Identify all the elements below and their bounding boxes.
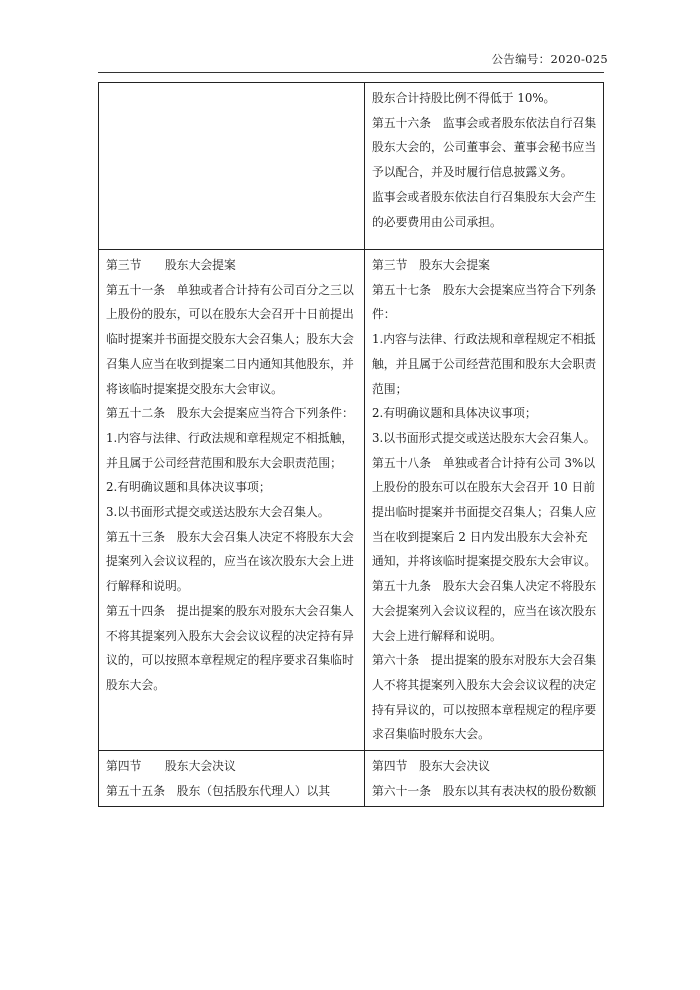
section-heading: 第四节 股东大会决议 [106,759,236,774]
clause-paragraph: 第六十一条 股东以其有表决权的股份数额 [372,783,597,798]
clause-paragraph: 第五十四条 提出提案的股东对股东大会召集人不将其提案列入股东大会会议议程的决定持有异议的，可以按照本章程规定的程序要求召集临时股东大会。 [106,603,354,692]
section-heading: 第四节 股东大会决议 [372,759,490,774]
clause-paragraph: 第六十条 提出提案的股东对股东大会召集人不将其提案列入股东大会会议议程的决定持有异议的，可以按照本章程规定的程序要求召集临时股东大会。 [372,653,597,742]
header-divider [98,72,604,73]
original-clause-cell [99,751,365,807]
clause-paragraph: 股东合计持股比例不得低于 10%。 [372,91,556,105]
revised-clause-cell [365,751,604,807]
table-row [99,751,604,807]
section-heading: 第三节 股东大会提案 [106,258,236,272]
clause-paragraph: 2.有明确议题和具体决议事项； [106,480,271,495]
clause-paragraph: 第五十六条 监事会或者股东依法自行召集股东大会的，公司董事会、董事会秘书应当予以配合，并及时履行信息披露义务。 [372,115,597,180]
comparison-table [98,82,604,807]
clause-paragraph: 3.以书面形式提交或送达股东大会召集人。 [106,505,330,520]
clause-paragraph: 第五十七条 股东大会提案应当符合下列条件： [372,282,597,322]
clause-paragraph: 第五十五条 股东（包括股东代理人）以其 [106,783,331,798]
announcement-number: 公告编号：2020-025 [491,52,608,66]
original-clause-cell [99,250,365,751]
clause-paragraph: 监事会或者股东依法自行召集股东大会产生的必要费用由公司承担。 [372,189,597,229]
clause-paragraph: 第五十三条 股东大会召集人决定不将股东大会提案列入会议议程的，应当在该次股东大会上进行解释和说明。 [106,529,354,594]
original-clause-cell [99,83,365,250]
clause-paragraph: 1.内容与法律、行政法规和章程规定不相抵触，并且属于公司经营范围和股东大会职责范围； [106,430,354,470]
table-row [99,250,604,751]
section-heading: 第三节 股东大会提案 [372,258,490,272]
table-row [99,83,604,250]
clause-paragraph: 第五十九条 股东大会召集人决定不将股东大会提案列入会议议程的，应当在该次股东大会上进行解释和说明。 [372,579,597,643]
clause-paragraph: 第五十八条 单独或者合计持有公司 3%以上股份的股东可以在股东大会召开 10 日前提出临时提案并书面提交召集人；召集人应当在收到提案后 2 日内发出股东大会补充通知，并将该临时提案提交股东大会审议。 [372,455,597,569]
clause-paragraph: 第五十一条 单独或者合计持有公司百分之三以上股份的股东，可以在股东大会召开十日前提出临时提案并书面提交股东大会召集人；股东大会召集人应当在收到提案二日内通知其他股东，并将该临时提案提交股东大会审议。 [106,282,354,396]
clause-paragraph: 3.以书面形式提交或送达股东大会召集人。 [372,430,596,445]
clause-paragraph: 第五十二条 股东大会提案应当符合下列条件： [106,406,354,421]
clause-paragraph: 2.有明确议题和具体决议事项； [372,406,537,421]
revised-clause-cell [365,83,604,250]
clause-paragraph: 1.内容与法律、行政法规和章程规定不相抵触，并且属于公司经营范围和股东大会职责范围； [372,332,597,396]
revised-clause-cell [365,250,604,751]
